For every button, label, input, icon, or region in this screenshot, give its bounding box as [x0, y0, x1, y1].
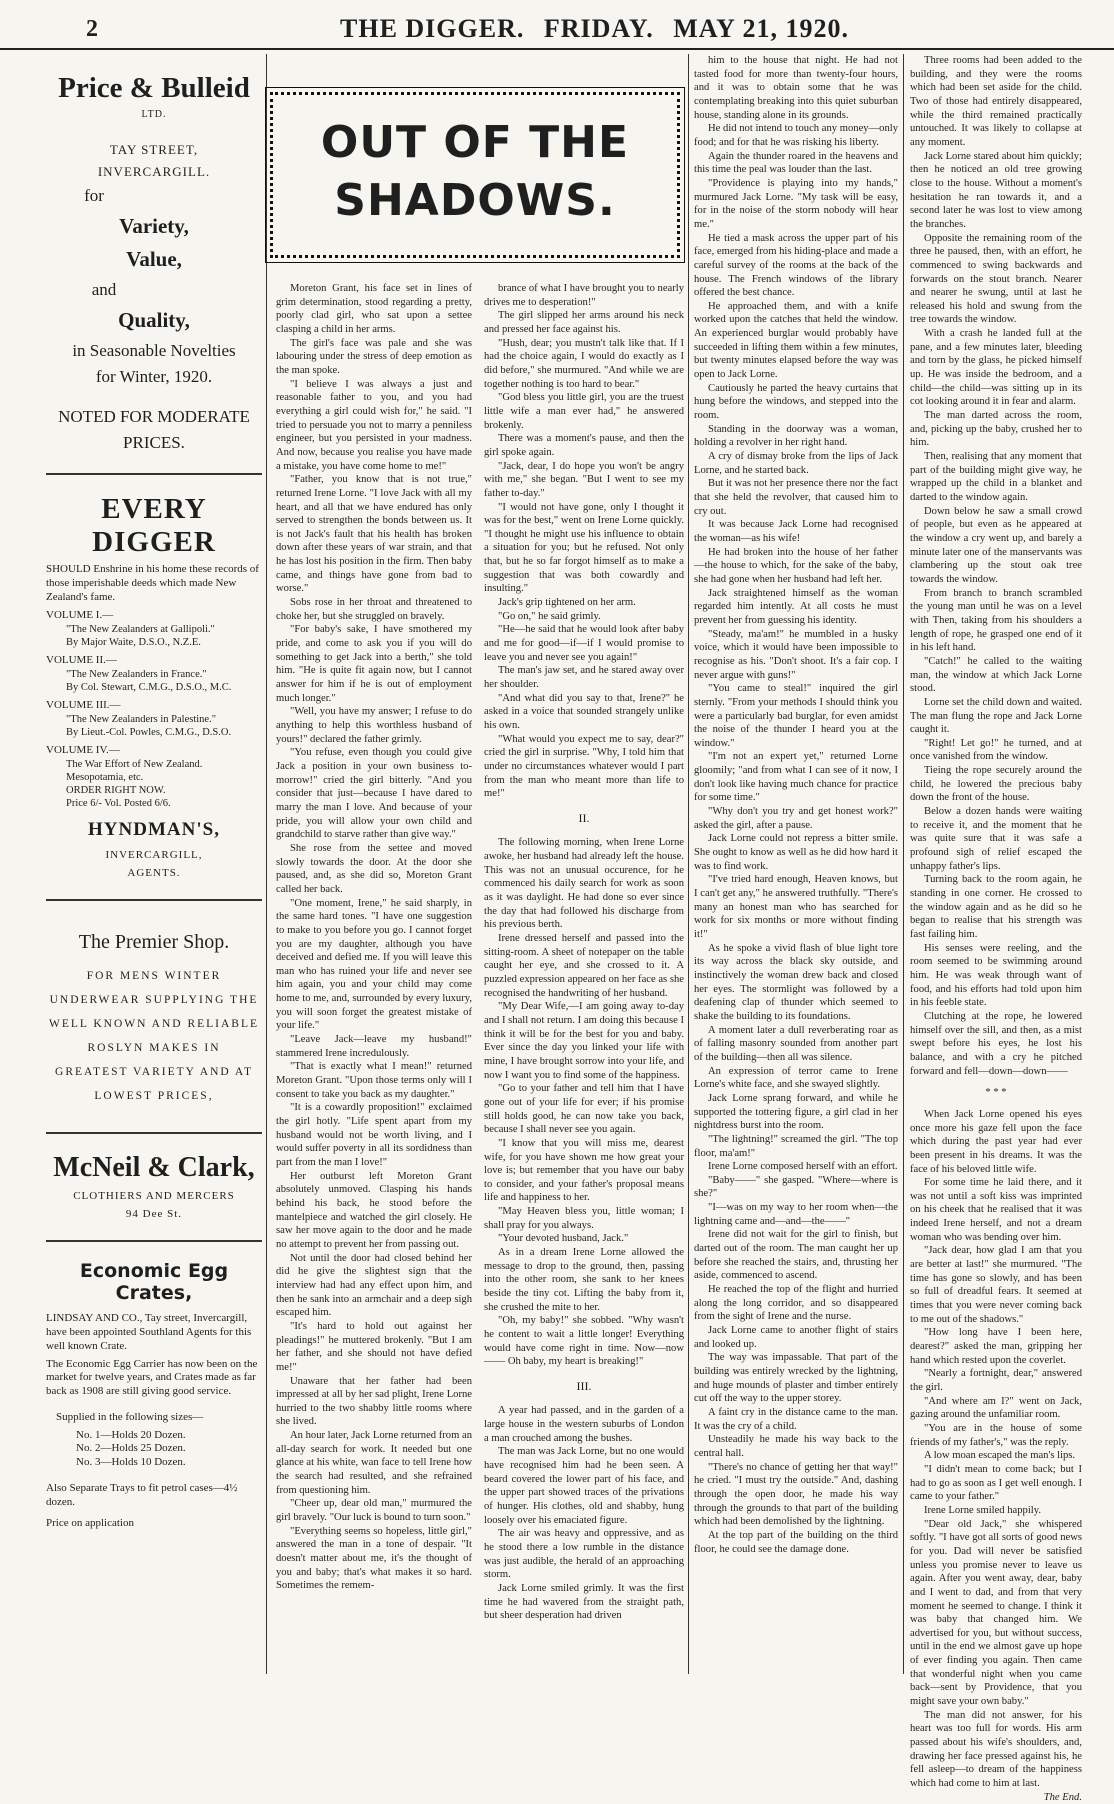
story-paragraph: "Baby——" she gasped. "Where—where is she?" [694, 1174, 898, 1200]
story-paragraph: "God bless you little girl, you are the truest little wife a man ever had," he answered brokenly. [484, 392, 684, 431]
story-paragraph: "One moment, Irene," he said sharply, in the same hard tones. "I have one suggestion to make to you before you go. I cannot forget you are my daughter, although you have deceived and defied me. If you will leave this man who has ruined your life and never see him again, you and your child may come home to me, and, surrounded by every luxury, you will soon forget the greatest mistake of your life." [276, 897, 472, 1032]
story-paragraph: The way was impassable. That part of the building was entirely wrecked by the lightning, and huge mounds of plaster and timber entirely cut off the way to the upper storey. [694, 1352, 898, 1405]
story-paragraph: From branch to branch scrambled the young man until he was on a level with Then, taking from his shoulders a length of rope, he grasped one end of it in his left hand. [910, 587, 1082, 654]
volume-line: By Major Waite, D.S.O., N.Z.E. [66, 637, 201, 649]
story-column-2 [484, 282, 684, 1674]
story-paragraph: "For baby's sake, I have smothered my pride, and come to ask you if you will do something to get Jack into a berth," she told him. "He is quite fit again now, but I cannot answer for him if he is out of employment much longer." [276, 624, 472, 704]
size-item: No. 3—Holds 10 Dozen. [76, 1456, 186, 1469]
ad-text: Also Separate Trays to fit petrol cases—4½ dozen. [46, 1481, 238, 1508]
story-paragraph: II. [578, 810, 590, 825]
story-paragraph: "Jack dear, how glad I am that you are better at last!" she murmured. "The time has gone so slowly, and has been so full of dreadful fears. It seemed at times that you were never coming back to me out of the shadows." [910, 1245, 1082, 1325]
ad-line: UNDERWEAR SUPPLYING THE [49, 993, 259, 1006]
ad-text [76, 1429, 262, 1470]
ad-text: AGENTS. [127, 866, 181, 879]
ad-text: 94 Dee St. [125, 1208, 183, 1221]
story-paragraph: Irene Lorne composed herself with an effort. [708, 1161, 898, 1173]
column-rule [266, 54, 267, 1674]
story-paragraph: "And where am I?" went on Jack, gazing around the unfamiliar room. [910, 1395, 1082, 1421]
story-paragraph: "There's no chance of getting her that way!" he cried. "I must try the outside." And, dashing through the open door, he made his way through the grounds to that part of the building which had been demolished by the lightning. [694, 1461, 898, 1528]
story-paragraph: A cry of dismay broke from the lips of Jack Lorne, and he started back. [694, 451, 898, 476]
story-paragraph: "Right! Let go!" he turned, and at once vanished from the window. [910, 737, 1082, 763]
story-paragraph: Tieing the rope securely around the child, he lowered the precious baby down the front of the house. [910, 765, 1082, 804]
ad-line: ROSLYN MAKES IN [87, 1041, 221, 1054]
story-paragraph: "Your devoted husband, Jack." [498, 1233, 629, 1245]
story-paragraph: The girl's face was pale and she was labouring under the stress of deep emotion as the man spoke. [276, 337, 472, 376]
ad-line: FOR MENS WINTER [86, 969, 222, 982]
story-paragraph: A moment later a dull reverberating roar as of falling masonry sounded from another part of the building—then all was silence. [694, 1024, 898, 1063]
ad-line: LOWEST PRICES, [94, 1090, 214, 1103]
story-paragraph: The following morning, when Irene Lorne awoke, her husband had already left the house. This was not an unusual occurence, for he commenced his daily search for work as soon as it was daylight. He had done so ever since the day that had followed his discharge from his previous berth. [484, 837, 684, 931]
story-paragraph: "It's hard to hold out against her pleadings!" he muttered brokenly. "But I am her father, and she should not have defied me!" [276, 1320, 472, 1373]
size-item: No. 1—Holds 20 Dozen. [76, 1428, 186, 1441]
story-paragraph: "Go to your father and tell him that I have gone out of your life for ever; if his promise still holds good, he can now take you back, because I shall never see you again. [484, 1083, 684, 1136]
story-paragraph: A low moan escaped the man's lips. [924, 1450, 1076, 1462]
story-paragraph: As he spoke a vivid flash of blue light tore its way across the black sky outside, and instinctively the woman drew back and closed her eyes. The stormlight was followed by a deafening clap of thunder which seemed to shake the building to its foundations. [694, 942, 898, 1022]
volume-head: VOLUME IV.— [46, 744, 120, 757]
story-title-box [270, 92, 680, 258]
volume-line: By Lieut.-Col. Powles, C.M.G., D.S.O. [66, 727, 232, 739]
story-paragraph: Not until the door had closed behind her did he give the slightest sign that the interview had had any effect upon him, and then he sank into an armchair and a deep sigh escaped him. [276, 1252, 472, 1319]
volume-head: VOLUME II.— [46, 654, 117, 667]
ad-line: GREATEST VARIETY AND AT [55, 1066, 253, 1079]
volume-head: VOLUME III.— [46, 699, 121, 712]
story-paragraph: "Oh, my baby!" she sobbed. "Why wasn't he content to wait a little longer! Everything would have come right in time. Now—now—— Oh baby, my heart is breaking!" [484, 1315, 684, 1368]
story-paragraph: "I'm not an expert yet," returned Lorne gloomily; "and from what I can see of it now, I don't look like having much chance for practice for some time." [694, 751, 898, 804]
story-paragraph: III. [576, 1379, 592, 1393]
story-paragraph: Three rooms had been added to the building, and they were the rooms which had been set aside for the child. Two of those had entirely disappeared, while the third remained practically untouched. It was likely to collapse at any moment. [910, 55, 1082, 148]
ad-text: INVERCARGILL, [105, 848, 203, 861]
story-paragraph: Jack straightened himself as the woman regarded him intently. At all costs he must prevent her from guessing his identity. [694, 587, 898, 626]
ad-text: Price on application [46, 1517, 134, 1530]
story-paragraph: An hour later, Jack Lorne returned from an all-day search for work. It needed but one glance at his white, wan face to tell Irene how the search had resulted, and she refrained from questioning him. [276, 1430, 472, 1496]
ad-text: Quality, [118, 308, 190, 332]
story-paragraph: "Providence is playing into my hands," murmured Jack Lorne. "My task will be easy, for in the noise of the storm nobody will hear me." [694, 177, 898, 230]
story-paragraph: "May Heaven bless you, little woman; I shall pray for you always. [484, 1206, 684, 1231]
story-paragraph: The man did not answer, for his heart was too full for words. His arm passed about his wife's shoulders, and, drawing her face pressed against his, he fell asleep—to dream of the happiness which had come to him at last. [910, 1709, 1082, 1790]
story-column-3 [694, 54, 898, 1674]
story-paragraph: * * * [985, 1087, 1007, 1099]
story-paragraph: At the top part of the building on the third floor, he could see the damage done. [694, 1529, 898, 1555]
story-paragraph: "Well, you have my answer; I refuse to do anything to help this worthless husband of yours!" declared the father grimly. [276, 706, 472, 745]
story-paragraph: "That is exactly what I mean!" returned Moreton Grant. "Upon those terms only will I consent to take you back as my daughter." [276, 1061, 472, 1100]
ad-text: LTD. [141, 109, 167, 120]
volume-line: The War Effort of New Zealand. [66, 759, 203, 770]
story-paragraph: "You are in the house of some friends of my father's," was the reply. [910, 1422, 1082, 1448]
ad-egg-crates [46, 1242, 262, 1545]
masthead [340, 14, 861, 44]
story-paragraph: He did not intend to touch any money—only food; and for that he was risking his liberty. [694, 123, 898, 148]
ad-text: Value, [126, 247, 182, 271]
story-column-1 [276, 282, 472, 1674]
story-paragraph: "Jack, dear, I do hope you won't be angry with me," she began. "But I went to see my father to-day." [484, 460, 684, 499]
volume-item [46, 609, 262, 649]
story-paragraph: "The lightning!" screamed the girl. "The top floor, ma'am!" [694, 1133, 898, 1159]
ad-text: LINDSAY AND CO., Tay street, Invercargill, have been appointed Southland Agents for this well known Crate. [46, 1312, 252, 1352]
story-paragraph: An expression of terror came to Irene Lorne's white face, and she swayed slightly. [694, 1065, 898, 1091]
ad-text: PRICES. [123, 433, 185, 452]
ad-line: WELL KNOWN AND RELIABLE [48, 1017, 260, 1030]
story-paragraph: "How long have I been here, dearest?" asked the man, gripping her hand which rested upon the coverlet. [910, 1327, 1082, 1366]
volume-line: "The New Zealanders in Palestine." [66, 714, 216, 725]
story-paragraph: He reached the top of the flight and hurried along the long corridor, and so disappeared from the sight of Irene and the nurse. [694, 1284, 898, 1323]
story-paragraph: There was a moment's pause, and then the girl spoke again. [484, 433, 684, 458]
ad-text: Supplied in the following sizes— [56, 1410, 204, 1423]
ad-every-digger [46, 475, 262, 901]
ad-price-bulleid [46, 54, 262, 475]
story-paragraph: "I believe I was always a just and reasonable father to you, and you had everything a girl could wish for," he said. "I tried to persuade you not to marry a penniless engineer, but you persisted in your madness. And now, because you realise you have made a mistake, you have come home to me!" [276, 378, 472, 472]
ads-column [46, 54, 262, 1674]
story-paragraph: "Cheer up, dear old man," murmured the girl bravely. "Our luck is bound to turn soon." [276, 1498, 472, 1524]
story-paragraph: "Leave Jack—leave my husband!" stammered Irene incredulously. [276, 1034, 472, 1059]
story-paragraph: "Catch!" he called to the waiting man, the window at which Jack Lorne stood. [910, 655, 1082, 695]
ad-title: Economic Egg Crates, [79, 1260, 229, 1305]
volume-item [46, 744, 262, 810]
story-paragraph: him to the house that night. He had not tasted food for more than twenty-four hours, and it was to obtain some that he was contemplating breaking into this quiet suburban house, standing alone in its grounds. [694, 55, 898, 121]
story-paragraph: He had broken into the house of her father—the house to which, for the sake of the baby, she had gone when her husband had left her. [694, 546, 898, 585]
page-number: 2 [86, 16, 98, 42]
volume-line: Price 6/- Vol. Posted 6/6. [66, 798, 171, 810]
story-paragraph: Turning back to the room again, he standing in one corner. He crossed to the window again and as he did so he began to realise that his strength was fast failing him. [910, 874, 1082, 940]
ad-premier-shop [46, 901, 262, 1135]
column-rule [903, 54, 904, 1674]
story-paragraph: The girl slipped her arms around his neck and pressed her face against his. [484, 310, 684, 335]
story-paragraph: Irene did not wait for the girl to finish, but darted out of the room. The man caught her up before she reached the stairs, and, thrusting her aside, commenced to ascend. [694, 1229, 898, 1282]
ad-text: in Seasonable Novelties [72, 341, 236, 360]
story-paragraph: The man was Jack Lorne, but no one would have recognised him had he been seen. A beard covered the lower part of his face, and the upper part showed traces of the privations of hunger. His clothes, old and shabby, hung loosely over his emaciated figure. [484, 1446, 684, 1526]
story-paragraph: "Nearly a fortnight, dear," answered the girl. [910, 1368, 1082, 1393]
story-paragraph: "Everything seems so hopeless, little girl," answered the man in a tone of despair. "It doesn't matter about me, it's the thought of you and baby; that's what makes it so hard. Sometimes the remem- [276, 1525, 472, 1592]
story-paragraph: "Hush, dear; you mustn't talk like that. If I had the choice again, I would do exactly as I did before," she murmured. "And while we are together nothing is too hard to bear." [484, 337, 684, 390]
story-paragraph: "I would not have gone, only I thought it was for the best," went on Irene Lorne quickly. "I thought he might use his influence to obtain a situation for you; but he refused. Not only that, but he so far forgot himself as to make a suggestion that was both cowardly and insulting." [484, 501, 684, 595]
story-title-line: SHADOWS. [334, 175, 616, 226]
story-paragraph: Unsteadily he made his way back to the central hall. [694, 1434, 898, 1459]
story-paragraph: Below a dozen hands were waiting to receive it, and the moment that he was quite sure that it was safe a profound sigh of relief escaped the unhappy father's lips. [910, 806, 1082, 872]
ad-text: SHOULD Enshrine in his home these records of those imperishable deeds which made New Zealand's fame. [46, 563, 259, 603]
story-paragraph: Clutching at the rope, he lowered himself over the sill, and then, as a mist swept before his eyes, he lost his balance, and with a cry he pitched forward and fell—down—down—— [910, 1010, 1082, 1077]
ad-text: and [91, 280, 117, 299]
ad-text: HYNDMAN'S, [88, 818, 220, 840]
story-paragraph: Opposite the remaining room of the three he paused, then, with an effort, he commenced to swing backwards and forwards on the stout branch. Nearer and nearer he swung, until at last he released his hold and swung from the tree towards the window. [910, 232, 1082, 326]
volume-line: Mesopotamia, etc. [66, 772, 144, 784]
story-paragraph: brance of what I have brought you to nearly drives me to desperation!" [484, 283, 684, 308]
story-paragraph: Cautiously he parted the heavy curtains that hung before the windows, and stepped into the room. [694, 382, 898, 422]
story-paragraph: "Dear old Jack," she whispered softly. "I have got all sorts of good news for you. Dad will never be satisfied unless you promise never to leave us again. After you went away, dear, baby and I went to dad, and from that very moment he seemed to change. I think it was baby that changed him. We advertised for you, but without success, until in the end we almost gave up hope of ever finding you again. Then came that wonderful night when you came back—sent by Providence, that you might save your own baby." [910, 1518, 1082, 1708]
paper-name: THE DIGGER. [340, 14, 525, 43]
ad-text: The Economic Egg Carrier has now been on the market for twelve years, and Crates made as far back as 1908 are still giving good service. [46, 1357, 258, 1398]
story-paragraph: "You came to steal!" inquired the girl sternly. "From your methods I should think you were a particularly bad burglar, for even amidst the noise of the thunder I heard you at the window." [694, 683, 898, 749]
volume-line: "The New Zealanders in France." [66, 669, 207, 680]
story-paragraph: "Why don't you try and get honest work?" asked the girl, after a pause. [694, 806, 898, 831]
column-rule [688, 54, 689, 1674]
story-paragraph: Her outburst left Moreton Grant absolutely unmoved. Clasping his hands behind his back, he stood before the mantelpiece and watched the girl closely. He saw her move again to the door and he made no attempt to prevent her from passing out. [276, 1170, 472, 1250]
story-paragraph: Moreton Grant, his face set in lines of grim determination, stood regarding a pretty, poorly clad girl, who sat upon a settee clasping a child in her arms. [276, 283, 472, 335]
story-paragraph: Jack Lorne sprang forward, and while he supported the tottering figure, a girl clad in her nightdress burst into the room. [694, 1092, 898, 1132]
story-paragraph: Jack Lorne came to another flight of stairs and looked up. [694, 1325, 898, 1350]
story-paragraph: "Go on," he said grimly. [498, 610, 601, 622]
story-paragraph: A year had passed, and in the garden of a large house in the western suburbs of London a man crouched among the bushes. [484, 1405, 684, 1444]
story-paragraph: Down below he saw a small crowd of people, but even as he appeared at the window a cry went up, and barely a minute later one of the manservants was clambering up the stout oak tree towards the window. [910, 505, 1082, 585]
story-paragraph: Jack's grip tightened on her arm. [498, 597, 636, 609]
story-paragraph: Sobs rose in her throat and threatened to choke her, but she struggled on bravely. [276, 597, 472, 622]
issue-date: MAY 21, 1920. [673, 14, 849, 43]
story-paragraph: Standing in the doorway was a woman, holding a revolver in her right hand. [694, 423, 898, 449]
ad-text: INVERCARGILL. [97, 164, 211, 179]
ad-text: for Winter, 1920. [95, 367, 213, 386]
story-paragraph: It was because Jack Lorne had recognised the woman—as his wife! [694, 519, 898, 544]
story-paragraph: "You refuse, even though you could give Jack a position in your own business to-morrow!" cried the girl bitterly. "And you consider that just—because I have dared to marry the man I love. And because of your pride, you will allow your own child and grandchild to starve rather than give way." [276, 747, 472, 841]
ad-text: for [84, 186, 104, 205]
volume-line: "The New Zealanders at Gallipoli." [66, 624, 215, 635]
ad-text: CLOTHIERS AND MERCERS [73, 1190, 235, 1203]
story-paragraph: The End. [1043, 1791, 1082, 1803]
story-paragraph: Irene dressed herself and passed into the sitting-room. A sheet of notepaper on the table caught her eye, and she crossed to it. A puzzled expression appeared on her face as she recognised the handwriting of her husband. [484, 933, 684, 999]
issue-day: FRIDAY. [543, 14, 654, 43]
volume-list [46, 609, 262, 810]
story-paragraph: "My Dear Wife,—I am going away to-day and I shall not return. I am doing this because I think it will be for the best for you and baby. Ever since the day you linked your life with mine, I have brought sorrow into your life, and now I want you to find some of the happiness. [484, 1001, 684, 1081]
story-paragraph: Lorne set the child down and waited. The man flung the rope and Jack Lorne caught it. [910, 696, 1082, 736]
story-paragraph: "And what did you say to that, Irene?" he asked in a voice that sounded strangely unlike his own. [484, 692, 684, 731]
ad-text: NOTED FOR MODERATE [58, 407, 250, 426]
ad-text: TAY STREET, [109, 142, 199, 157]
ad-mcneil-clark [46, 1134, 262, 1242]
story-paragraph: Irene Lorne smiled happily. [924, 1504, 1041, 1516]
story-paragraph: "Steady, ma'am!" he mumbled in a husky voice, which it would have been impossible to recognise as his. "Don't shoot. It's a fair cop. I never argue with guns!" [694, 628, 898, 681]
story-paragraph: Unaware that her father had been impressed at all by her sad plight, Irene Lorne hurried to the two shabby little rooms where she lived. [276, 1375, 472, 1428]
story-paragraph: His senses were reeling, and the room seemed to be swimming around him. He was weak through want of food, and his efforts had told upon him in his feeble state. [910, 942, 1082, 1009]
story-paragraph: A faint cry in the distance came to the man. It was the cry of a child. [694, 1406, 898, 1432]
volume-line: ORDER RIGHT NOW. [66, 785, 166, 797]
story-paragraph: "Father, you know that is not true," returned Irene Lorne. "I love Jack with all my heart, and all that we have endured has only served to strengthen the bonds between us. It is not Jack's fault that his health has broken down after these years of war strain, and that he has lost his position in the firm. Then baby came, and things have gone from bad to worse." [276, 474, 472, 595]
ad-text: Variety, [119, 214, 189, 238]
story-paragraph: "What would you expect me to say, dear?" cried the girl in surprise. "Why, I told him that under no circumstances whatever would I part from the man who meant more than life to me!" [484, 733, 684, 800]
story-paragraph: "I've tried hard enough, Heaven knows, but I can't get any," he answered truthfully. "There's many an honest man who has searched for work for six months or more without finding it!" [694, 874, 898, 940]
story-paragraph: With a crash he landed full at the pane, and a few minutes later, bleeding and torn by the glass, he picked himself up. He was inside the bedroom, and a child—the child—was sitting up in its cot looking around it in fear and alarm. [910, 328, 1082, 408]
story-paragraph: He approached them, and with a knife worked upon the catches that held the window. An experienced burglar would probably have succeeded in lifting them within a few minutes, but twenty minutes elapsed before the way was open to Jack Lorne. [694, 300, 898, 381]
story-paragraph: For some time he laid there, and it was not until a soft kiss was imprinted on his cheek that he realised that it was indeed Irene herself, and not a dream woman who was bending over him. [910, 1177, 1082, 1243]
story-paragraph: "He—he said that he would look after baby and me for good—if—if I would promise to leave you and never see you again!" [484, 624, 684, 663]
story-paragraph: Then, realising that any moment that part of the building might give way, he wrapped up the child in a blanket and darted to the window again. [910, 451, 1082, 503]
ad-title: Price & Bulleid [58, 72, 250, 104]
ad-title: McNeil & Clark, [53, 1152, 255, 1184]
size-item: No. 2—Holds 25 Dozen. [76, 1442, 186, 1455]
story-paragraph: He tied a mask across the upper part of his face, emerged from his hiding-place and made a careful survey of the rooms at the back of the house. The French windows of the library offered the best chance. [694, 232, 898, 299]
volume-item [46, 699, 262, 739]
story-paragraph: Again the thunder roared in the heavens and this time the peal was louder than the last. [694, 150, 898, 176]
story-paragraph: The man darted across the room, and, picking up the baby, crushed her to him. [910, 410, 1082, 449]
ad-title: EVERY DIGGER [92, 493, 216, 558]
volume-item [46, 654, 262, 694]
story-paragraph: "It is a cowardly proposition!" exclaimed the girl hotly. "Life spent apart from my husband would not be worth living, and I would suffer poverty in all its sordidness than part from the man I love!" [276, 1102, 472, 1168]
story-paragraph: Jack Lorne could not repress a bitter smile. She ought to know as well as he did how hard it was to find work. [694, 833, 898, 872]
story-paragraph: When Jack Lorne opened his eyes once more his gaze fell upon the face which during the past year had ever been present in his dreams. It was the face of his beloved little wife. [910, 1108, 1082, 1175]
story-paragraph: Jack Lorne stared about him quickly; then he noticed an old tree growing close to the house. Without a moment's hesitation he ran towards it, and a second later he was lost to view among the branches. [910, 150, 1082, 230]
volume-head: VOLUME I.— [46, 609, 114, 622]
story-column-4 [910, 54, 1082, 1803]
volume-line: By Col. Stewart, C.M.G., D.S.O., M.C. [66, 682, 232, 694]
story-paragraph: "I didn't mean to come back; but I had to go as soon as I get well enough. I came to your father." [910, 1463, 1082, 1503]
story-paragraph: The man's jaw set, and he stared away over her shoulder. [484, 665, 684, 691]
story-paragraph: "I—was on my way to her room when—the lightning came and—and—the——" [694, 1202, 898, 1227]
story-paragraph: As in a dream Irene Lorne allowed the message to drop to the ground, then, passing into the other room, she sank to her knees beside the tiny cot. Lifting the baby from it, she crushed the mite to her. [484, 1247, 684, 1313]
ad-text [46, 964, 262, 1109]
story-paragraph: Jack Lorne smiled grimly. It was the first time he had wavered from the straight path, but sheer desperation had driven [484, 1583, 684, 1622]
story-paragraph: "I know that you will miss me, dearest wife, for you have shown me how great your love is; but remember that you have our baby to consider, and your father's proposal means life and happiness to her. [484, 1137, 684, 1204]
story-paragraph: The air was heavy and oppressive, and as he stood there a low rumble in the distance was just audible, the herald of an approaching storm. [484, 1528, 684, 1581]
story-paragraph: She rose from the settee and moved slowly towards the door. At the door she paused, and, as she did so, Moreton Grant called her back. [276, 842, 472, 895]
page-header [0, 0, 1114, 50]
story-paragraph: But it was not her presence there nor the fact that she held the revolver, that caused him to cry out. [694, 478, 898, 517]
ad-title: The Premier Shop. [78, 930, 230, 953]
story-title-line: OUT OF THE [320, 117, 630, 168]
